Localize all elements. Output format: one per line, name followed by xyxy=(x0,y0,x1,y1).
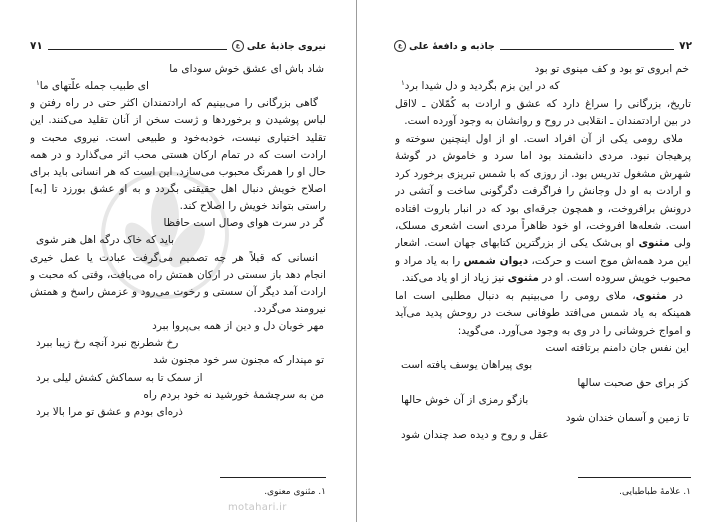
gutter-divider xyxy=(356,0,357,522)
prose-line xyxy=(395,270,691,287)
prose-line: اصلاح خویش دنبال اهل حقیقتی بگردد و به او عشق بورزد تا [به] xyxy=(30,182,326,195)
text-run: ، ملای رومی را می‌بینیم به دنبال مطلبی است اما xyxy=(395,289,636,302)
verse-hemistich: رخ شطرنج نبرد آنچه رخ زیبا ببرد xyxy=(36,337,179,350)
prose-line: پرهیجان نبود. مردی دانشمند بود اما سرد و خاموش در گوشهٔ xyxy=(395,150,691,163)
verse-hemistich: کز برای حق صحبت سالها xyxy=(577,376,689,389)
bold-term: دیوان شمس xyxy=(463,254,529,267)
prose-line xyxy=(395,253,691,270)
prose-line: انجام دهد باز سستی در ارکان همتش راه می‌یافت، وقتی که محبت و xyxy=(30,268,326,281)
verse-hemistich: خم ابروی تو بود و کف مینوی تو بود xyxy=(534,63,689,75)
verse-hemistich: از سمک تا به سماکش کشش لیلی برد xyxy=(36,371,203,384)
verse-hemistich: گر در سرت هوای وصال است حافظا xyxy=(163,217,324,230)
prose-line: همینکه به یاد شمس می‌افتد طوفانی سخت در روحش پدید می‌آید xyxy=(395,307,691,320)
header-rule xyxy=(48,49,227,50)
text-run: محبوب خویش سروده است. او در xyxy=(538,272,691,285)
prose-line: تقلید اختیاری نیست، خودبه‌خود و طبیعی است. نیروی محبت و xyxy=(30,131,326,144)
text-run: را به یاد مراد و xyxy=(395,254,464,267)
right-running-title xyxy=(394,40,495,52)
prose-line: و ارادت به او دل وجانش را فراگرفت دگرگونی ساخت و آتشی در xyxy=(395,185,691,198)
bold-term: مثنوی xyxy=(638,237,670,250)
prose-line: نیرومند می‌گردد. xyxy=(253,302,326,315)
prose-line: انسانی که قبلاً هر چه تصمیم می‌گرفت عبادت یا عمل خیری xyxy=(30,251,318,264)
left-page-header xyxy=(30,38,326,54)
running-title-text: جاذبه و دافعهٔ علی xyxy=(409,40,495,52)
running-title-text: نیروی جاذبهٔ علی xyxy=(246,40,326,52)
verse-hemistich: تا زمین و آسمان خندان شود xyxy=(565,411,689,424)
verse-hemistich xyxy=(395,78,691,95)
text-run: این مرد همه‌اش موج است و حرکت، xyxy=(528,254,691,267)
bold-term: مثنوی xyxy=(507,272,539,285)
prose-line xyxy=(395,235,691,252)
verse-hemistich: مهر خوبان دل و دین از همه بی‌پروا ببرد xyxy=(152,320,324,333)
prose-line: ارادت آمد دیگر آن سستی و رخوت می‌رود و عزمش راسخ و همتش xyxy=(30,285,326,298)
verse-hemistich: شاد باش ای عشق خوش سودای ما xyxy=(169,63,324,75)
prose-line: راستی بتواند خویش را اصلاح کند. xyxy=(179,200,326,213)
alayhi-salam-icon: ع xyxy=(394,40,406,52)
footnote-rule xyxy=(578,477,691,478)
right-page-header xyxy=(394,38,692,54)
text-run: ای طبیب جمله علّتهای ما xyxy=(39,80,149,93)
prose-line xyxy=(395,288,691,305)
watermark-text: motahari.ir xyxy=(228,502,287,513)
right-page-body xyxy=(395,61,691,445)
prose-line: شهرش مشغول تدریس بود. از روزی که با شمس تبریزی برخورد کرد xyxy=(395,167,691,180)
prose-line: گاهی بزرگانی را می‌بینیم که ارادتمندان اکثر حتی در راه رفتن و xyxy=(30,97,318,110)
left-page-number: ۷۱ xyxy=(30,40,43,52)
prose-line: لباس پوشیدن و برخوردها و ژست سخن از آنان تقلید می‌کنند. این xyxy=(30,114,326,127)
prose-line: درونش برافروخت، و همچون جرقه‌ای بود که در انبار باروت افتاده xyxy=(395,202,691,215)
text-run: در xyxy=(666,289,683,302)
text-run: او بی‌شک یکی از بزرگترین کتابهای جهان است. اشعار xyxy=(395,237,639,250)
prose-line: است. شعله‌ها افروخت، او خود ظاهراً مردی است اشعری مسلک، xyxy=(395,219,691,232)
verse-hemistich: عقل و روح و دیده صد چندان شود xyxy=(401,429,549,442)
verse-hemistich: بوی پیراهان یوسف یافته است xyxy=(401,359,533,372)
text-run: نیز زیاد از او یاد می‌کند. xyxy=(401,272,508,285)
verse-hemistich: تو مپندار که مجنون سر خود مجنون شد xyxy=(153,354,324,367)
bold-term: مثنوی xyxy=(635,289,667,302)
footnote-marker: ۱ xyxy=(401,79,405,88)
prose-line: در بین ارادتمندان ـ انقلابی در روح و روانشان به وجود آورده است. xyxy=(404,115,691,128)
verse-hemistich: ذره‌ای بودم و عشق تو مرا بالا برد xyxy=(36,405,183,418)
prose-line: حال او را همرنگ محبوب می‌سازد. این است که هر انسانی باید برای xyxy=(30,165,326,178)
prose-line: تاریخ، بزرگانی را سراغ دارد که عشق و ارادت به کُمّلان ـ لااقل xyxy=(395,97,691,110)
verse-hemistich: بازگو رمزی از آن خوش حالها xyxy=(401,394,529,407)
left-footnote: ۱. مثنوی معنوی. xyxy=(264,487,326,497)
footnote-marker: ۱ xyxy=(36,79,40,88)
header-rule xyxy=(500,49,674,50)
prose-line: و امواج خروشانی را در وی به وجود می‌آورد. می‌گوید: xyxy=(457,324,691,337)
verse-hemistich xyxy=(30,78,326,95)
left-page-body xyxy=(30,61,326,421)
right-page-number: ۷۲ xyxy=(679,40,692,52)
verse-hemistich: باید که خاک درگه اهل هنر شوی xyxy=(36,234,175,247)
verse-hemistich: این نفس جان دامنم برتافته است xyxy=(545,342,689,354)
left-running-title xyxy=(232,40,326,52)
text-run: که در این بزم بگردید و دل شیدا برد xyxy=(404,80,560,93)
text-run: ولی xyxy=(669,237,691,250)
prose-line: ملای رومی یکی از آن افراد است. او از اول اینچنین سوخته و xyxy=(395,132,683,145)
right-footnote: ۱. علامهٔ طباطبایی. xyxy=(619,487,691,497)
verse-hemistich: من به سرچشمهٔ خورشید نه خود بردم راه xyxy=(143,388,324,401)
prose-line: ارادت است که در تمام ارکان هستی محب اثر می‌گذارد و در همه xyxy=(30,148,326,161)
alayhi-salam-icon: ع xyxy=(232,40,244,52)
footnote-rule xyxy=(220,477,326,478)
